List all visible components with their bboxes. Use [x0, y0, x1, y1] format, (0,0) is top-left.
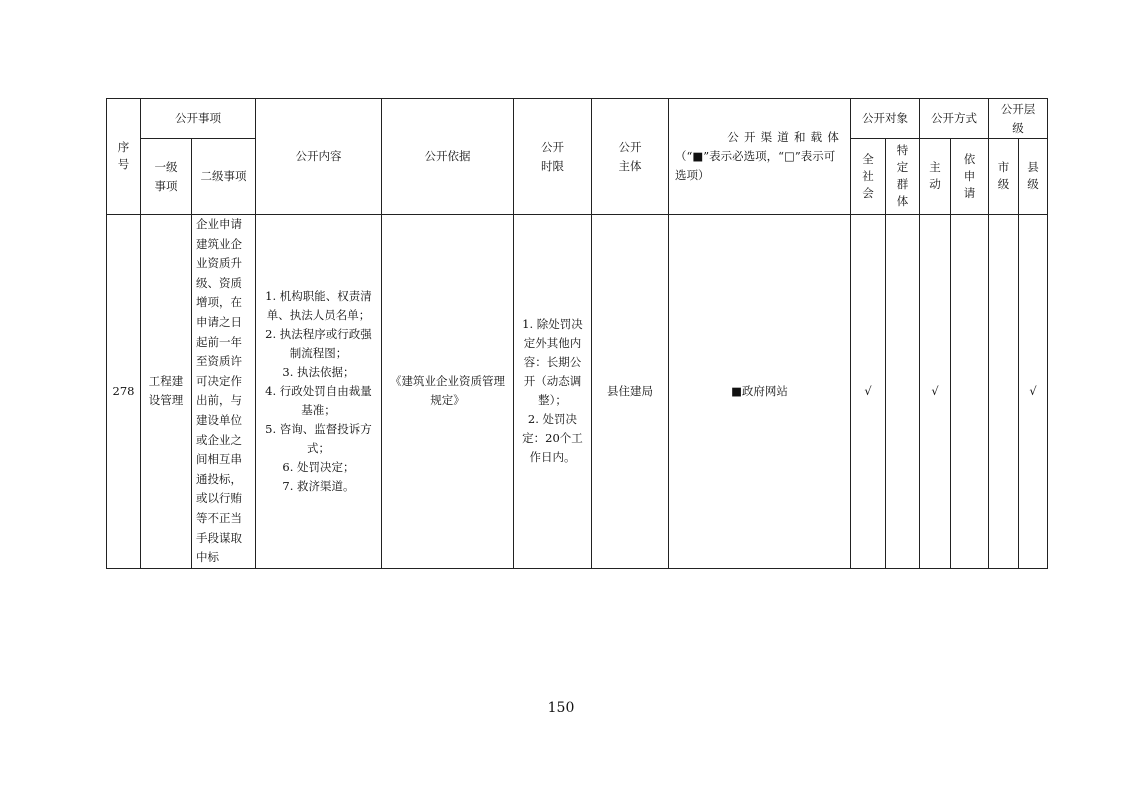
row-method-apply: [951, 215, 989, 569]
header-method-apply: 依申请: [951, 139, 989, 215]
header-target-group: 公开对象: [851, 99, 920, 139]
row-method-active: √: [920, 215, 951, 569]
row-timelimit: 1. 除处罚决定外其他内容：长期公开（动态调整）； 2. 处罚决定：20个工作日内。: [514, 215, 592, 569]
header-level-city: 市级: [989, 139, 1019, 215]
row-target-specific: [886, 215, 920, 569]
header-subject: 公开主体: [592, 99, 669, 215]
header-level-county: 县级: [1019, 139, 1048, 215]
header-target-specific: 特定群体: [886, 139, 920, 215]
page-number: 150: [547, 700, 575, 716]
header-seq: 序号: [107, 99, 141, 215]
row-level2: 企业申请建筑业企业资质升级、资质增项，在申请之日起前一年至资质许可决定作出前，与建设单位或企业之间相互串通投标，或以行贿等不正当手段谋取中标: [192, 215, 256, 569]
header-level1: 一级事项: [141, 139, 192, 215]
table-row: [107, 215, 1048, 569]
header-channel-title: 公开渠道和载体: [727, 130, 844, 144]
row-channel: ■政府网站: [669, 215, 851, 569]
header-channel: [669, 99, 851, 215]
disclosure-table: [106, 98, 1048, 569]
row-seq: 278: [107, 215, 141, 569]
header-target-all: 全社会: [851, 139, 886, 215]
header-level2: 二级事项: [192, 139, 256, 215]
row-content: 1. 机构职能、权责清单、执法人员名单； 2. 执法程序或行政强制流程图； 3. 执法依据； 4. 行政处罚自由裁量基准； 5. 咨询、监督投诉方式； 6. 处罚决定； 7. 救济渠道。: [256, 215, 382, 569]
row-level-city: [989, 215, 1019, 569]
header-basis: 公开依据: [382, 99, 514, 215]
row-basis: 《建筑业企业资质管理规定》: [382, 215, 514, 569]
header-content: 公开内容: [256, 99, 382, 215]
row-target-all: √: [851, 215, 886, 569]
header-channel-note: （“■”表示必选项，“□”表示可选项）: [675, 149, 836, 182]
row-subject: 县住建局: [592, 215, 669, 569]
header-method-active: 主动: [920, 139, 951, 215]
header-method-group: 公开方式: [920, 99, 989, 139]
header-items-group: 公开事项: [141, 99, 256, 139]
row-level1: 工程建设管理: [141, 215, 192, 569]
header-level-group: 公开层级: [989, 99, 1048, 139]
row-level-county: √: [1019, 215, 1048, 569]
header-timelimit: 公开时限: [514, 99, 592, 215]
